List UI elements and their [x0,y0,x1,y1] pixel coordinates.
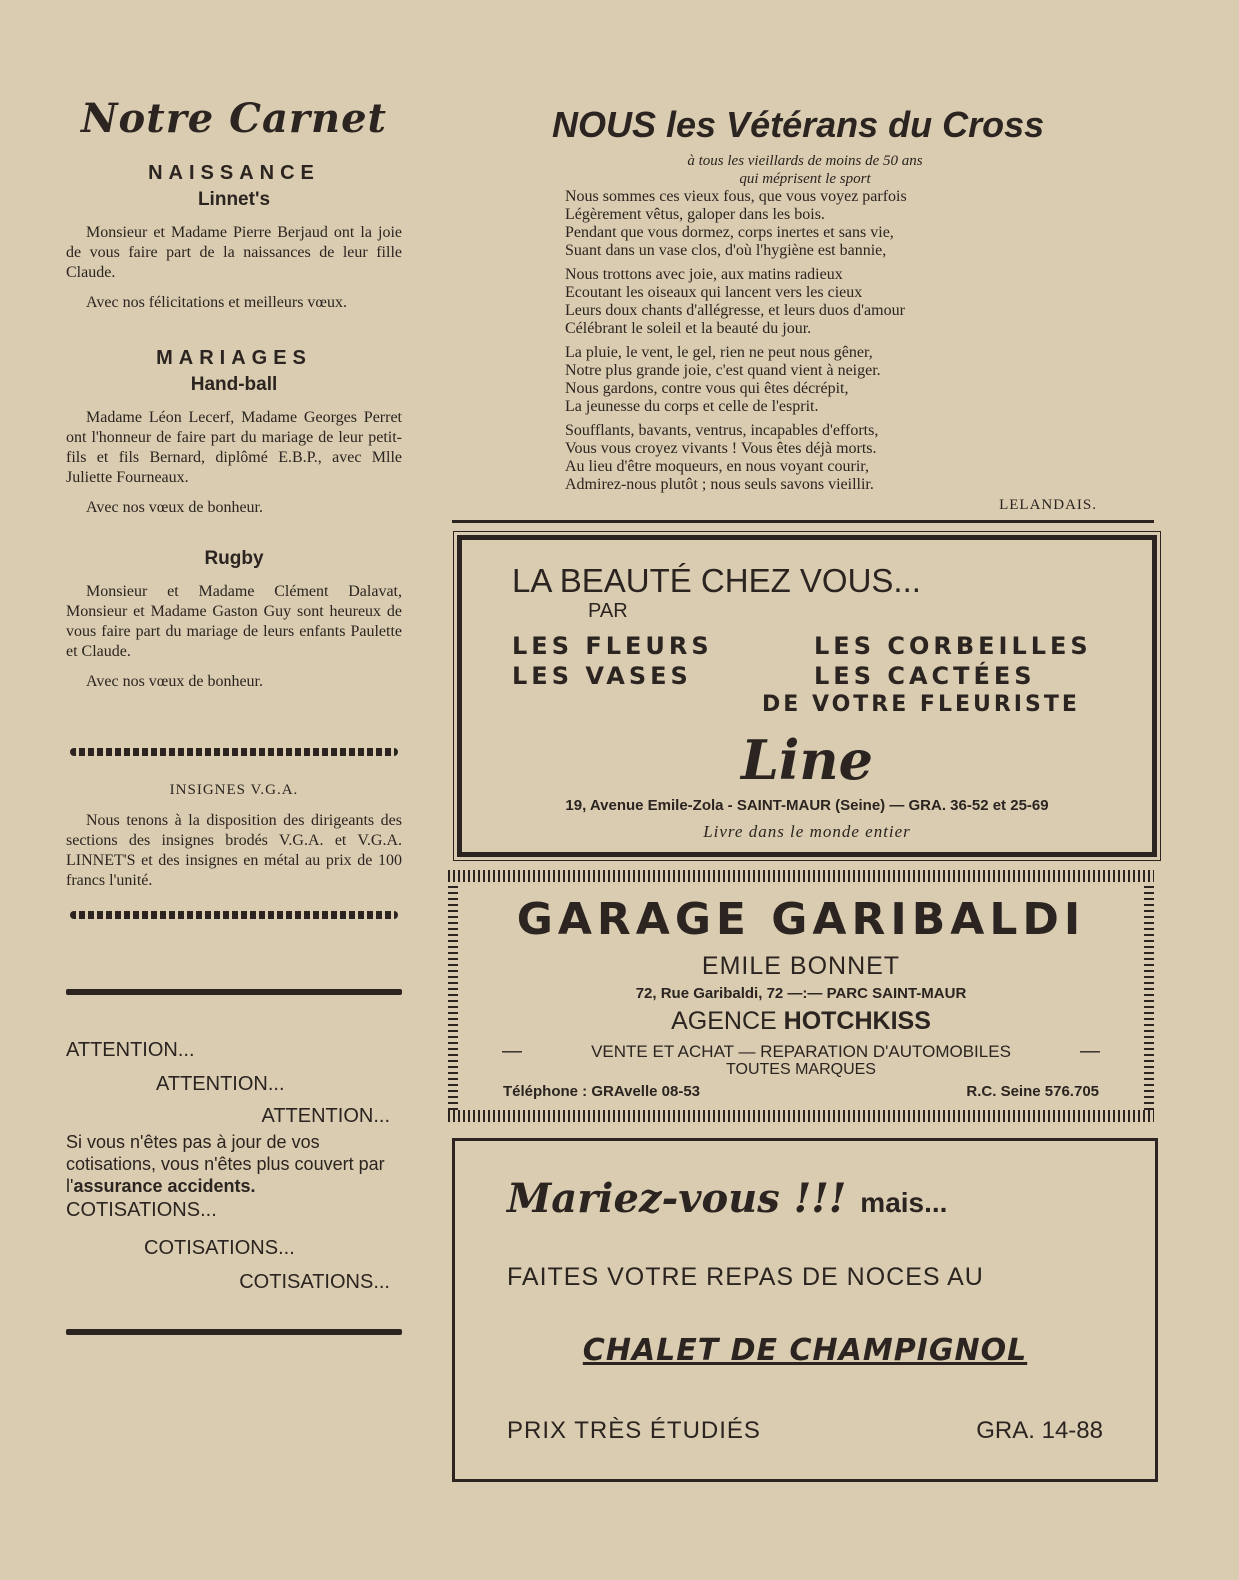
poem-verse: Vous vous croyez vivants ! Vous êtes déjà morts. [565,440,877,457]
cotisations-line: COTISATIONS... [66,1199,217,1221]
notre-carnet-column [66,95,402,1335]
chalet-phone: GRA. 14-88 [976,1417,1103,1444]
fleuriste-address: 19, Avenue Emile-Zola - SAINT-MAUR (Seine) — GRA. 36-52 et 25-69 [565,797,1049,814]
poem-dedication-line: à tous les vieillards de moins de 50 ans [687,153,923,169]
fleuriste-headline: LA BEAUTÉ CHEZ VOUS... [512,562,921,599]
chalet-prix: PRIX TRÈS ÉTUDIÉS [507,1417,761,1444]
poem-author: LELANDAIS. [999,497,1097,513]
poem-verse: Notre plus grande joie, c'est quand vient à neiger. [565,362,881,379]
poem-verse: Au lieu d'être moqueurs, en nous voyant courir, [565,458,869,475]
poem-verse: Célébrant le soleil et la beauté du jour. [565,320,812,337]
naissance-heading: NAISSANCE [148,162,320,184]
poem-title: NOUS les Vétérans du Cross [552,104,1045,145]
garage-agence-label: AGENCE [671,1007,777,1035]
garage-phone: Téléphone : GRAvelle 08-53 [503,1083,701,1100]
fleuriste-item: LES CACTÉES [814,662,1036,690]
poem-verse: Leurs doux chants d'allégresse, et leurs duos d'amour [565,302,905,319]
poem-body [565,188,1055,500]
rugby-sub: Rugby [204,548,264,569]
mariages-heading: MARIAGES [156,347,312,369]
rugby-wishes: Avec nos vœux de bonheur. [86,673,263,690]
poem-stanza [565,266,1055,338]
attention-line: ATTENTION... [156,1073,285,1095]
poem-verse: Légèrement vêtus, galoper dans les bois. [565,206,825,223]
cotisations-line: COTISATIONS... [144,1237,295,1259]
garage-services: VENTE ET ACHAT — REPARATION D'AUTOMOBILES [591,1042,1011,1061]
ad-chalet [452,1138,1158,1482]
naissance-sub: Linnet's [197,189,271,210]
chalet-headline-text: Mariez-vous !!! [507,1175,847,1222]
attention-body-text: Si vous n'êtes pas à jour de vos cotisations, vous n'êtes plus couvert par l' [66,1132,385,1196]
divider-wave [70,911,398,919]
garage-agence-brand: HOTCHKISS [783,1007,931,1035]
poem-dedication-line: qui méprisent le sport [739,171,871,187]
tick-border [448,1110,1154,1122]
ad-garage [448,870,1154,1122]
poem-verse: Nous gardons, contre vous qui êtes décrépit, [565,380,849,397]
rugby-text: Monsieur et Madame Clément Dalavat, Monsieur et Madame Gaston Guy sont heureux de vous faire part du mariage de leurs enfants Paulette et Claude. [66,583,402,660]
fleuriste-item: LES VASES [512,662,692,690]
fleuriste-brand: Line [740,728,874,792]
poem-verse: Ecoutant les oiseaux qui lancent vers les cieux [565,284,863,301]
garage-title: GARAGE GARIBALDI [516,894,1086,945]
divider-rule [452,520,1154,523]
fleuriste-tagline: DE VOTRE FLEURISTE [762,692,1080,717]
attention-body [66,1131,402,1197]
divider-rule [66,1329,402,1335]
garage-address: 72, Rue Garibaldi, 72 —:— PARC SAINT-MAUR [635,985,967,1002]
garage-marques: TOUTES MARQUES [726,1061,876,1078]
garage-rc: R.C. Seine 576.705 [966,1083,1099,1100]
attention-body-bold: assurance accidents. [73,1176,256,1196]
carnet-title: Notre Carnet [80,95,387,142]
insignes-heading: INSIGNES V.G.A. [169,782,299,798]
handball-text: Madame Léon Lecerf, Madame Georges Perret ont l'honneur de faire part du mariage de leur petit-fils et fils Bernard, diplômé E.B.P., avec Mlle Juliette Fourneaux. [66,409,402,486]
fleuriste-par: PAR [588,600,628,622]
cotisations-line: COTISATIONS... [239,1271,390,1293]
chalet-headline [507,1175,947,1222]
divider-rule [66,989,402,995]
garage-owner: EMILE BONNET [701,952,901,980]
attention-line: ATTENTION... [66,1039,195,1061]
poem-verse: La jeunesse du corps et celle de l'esprit. [565,398,819,415]
poem-verse: Suant dans un vase clos, d'où l'hygiène est bannie, [565,242,887,259]
ad-fleuriste [457,535,1157,857]
fleuriste-item: LES CORBEILLES [814,632,1092,660]
handball-sub: Hand-ball [190,374,278,395]
chalet-mais: mais... [860,1187,948,1218]
poem-stanza [565,422,1055,494]
naissance-text: Monsieur et Madame Pierre Berjaud ont la joie de vous faire part de la naissances de leur fille Claude. [66,224,402,281]
attention-line: ATTENTION... [261,1105,390,1127]
naissance-wishes: Avec nos félicitations et meilleurs vœux. [86,294,347,311]
garage-dash: — [502,1040,522,1062]
poem-stanza [565,188,1055,260]
fleuriste-item: LES FLEURS [512,632,713,660]
poem-dedication [560,152,1050,188]
poem-verse: La pluie, le vent, le gel, rien ne peut nous gêner, [565,344,873,361]
handball-wishes: Avec nos vœux de bonheur. [86,499,263,516]
attention-block [66,1033,402,1299]
divider-wave [70,748,398,756]
poem-verse: Soufflants, bavants, ventrus, incapables d'efforts, [565,422,879,439]
poem-verse: Pendant que vous dormez, corps inertes et sans vie, [565,224,894,241]
insignes-text: Nous tenons à la disposition des dirigeants des sections des insignes brodés V.G.A. et V.G.A. LINNET'S et des insignes en métal au prix de 100 francs l'unité. [66,812,402,889]
chalet-line: FAITES VOTRE REPAS DE NOCES AU [507,1263,984,1291]
chalet-name: CHALET DE CHAMPIGNOL [582,1333,1028,1368]
poem-verse: Admirez-nous plutôt ; nous seuls savons vieillir. [565,476,874,493]
poem-verse: Nous trottons avec joie, aux matins radieux [565,266,843,283]
poem-stanza [565,344,1055,416]
garage-agence [448,1007,1154,1036]
poem-verse: Nous sommes ces vieux fous, que vous voyez parfois [565,188,907,205]
garage-dash: — [1080,1040,1100,1062]
fleuriste-delivery: Livre dans le monde entier [703,822,911,841]
tick-border [448,870,1154,882]
